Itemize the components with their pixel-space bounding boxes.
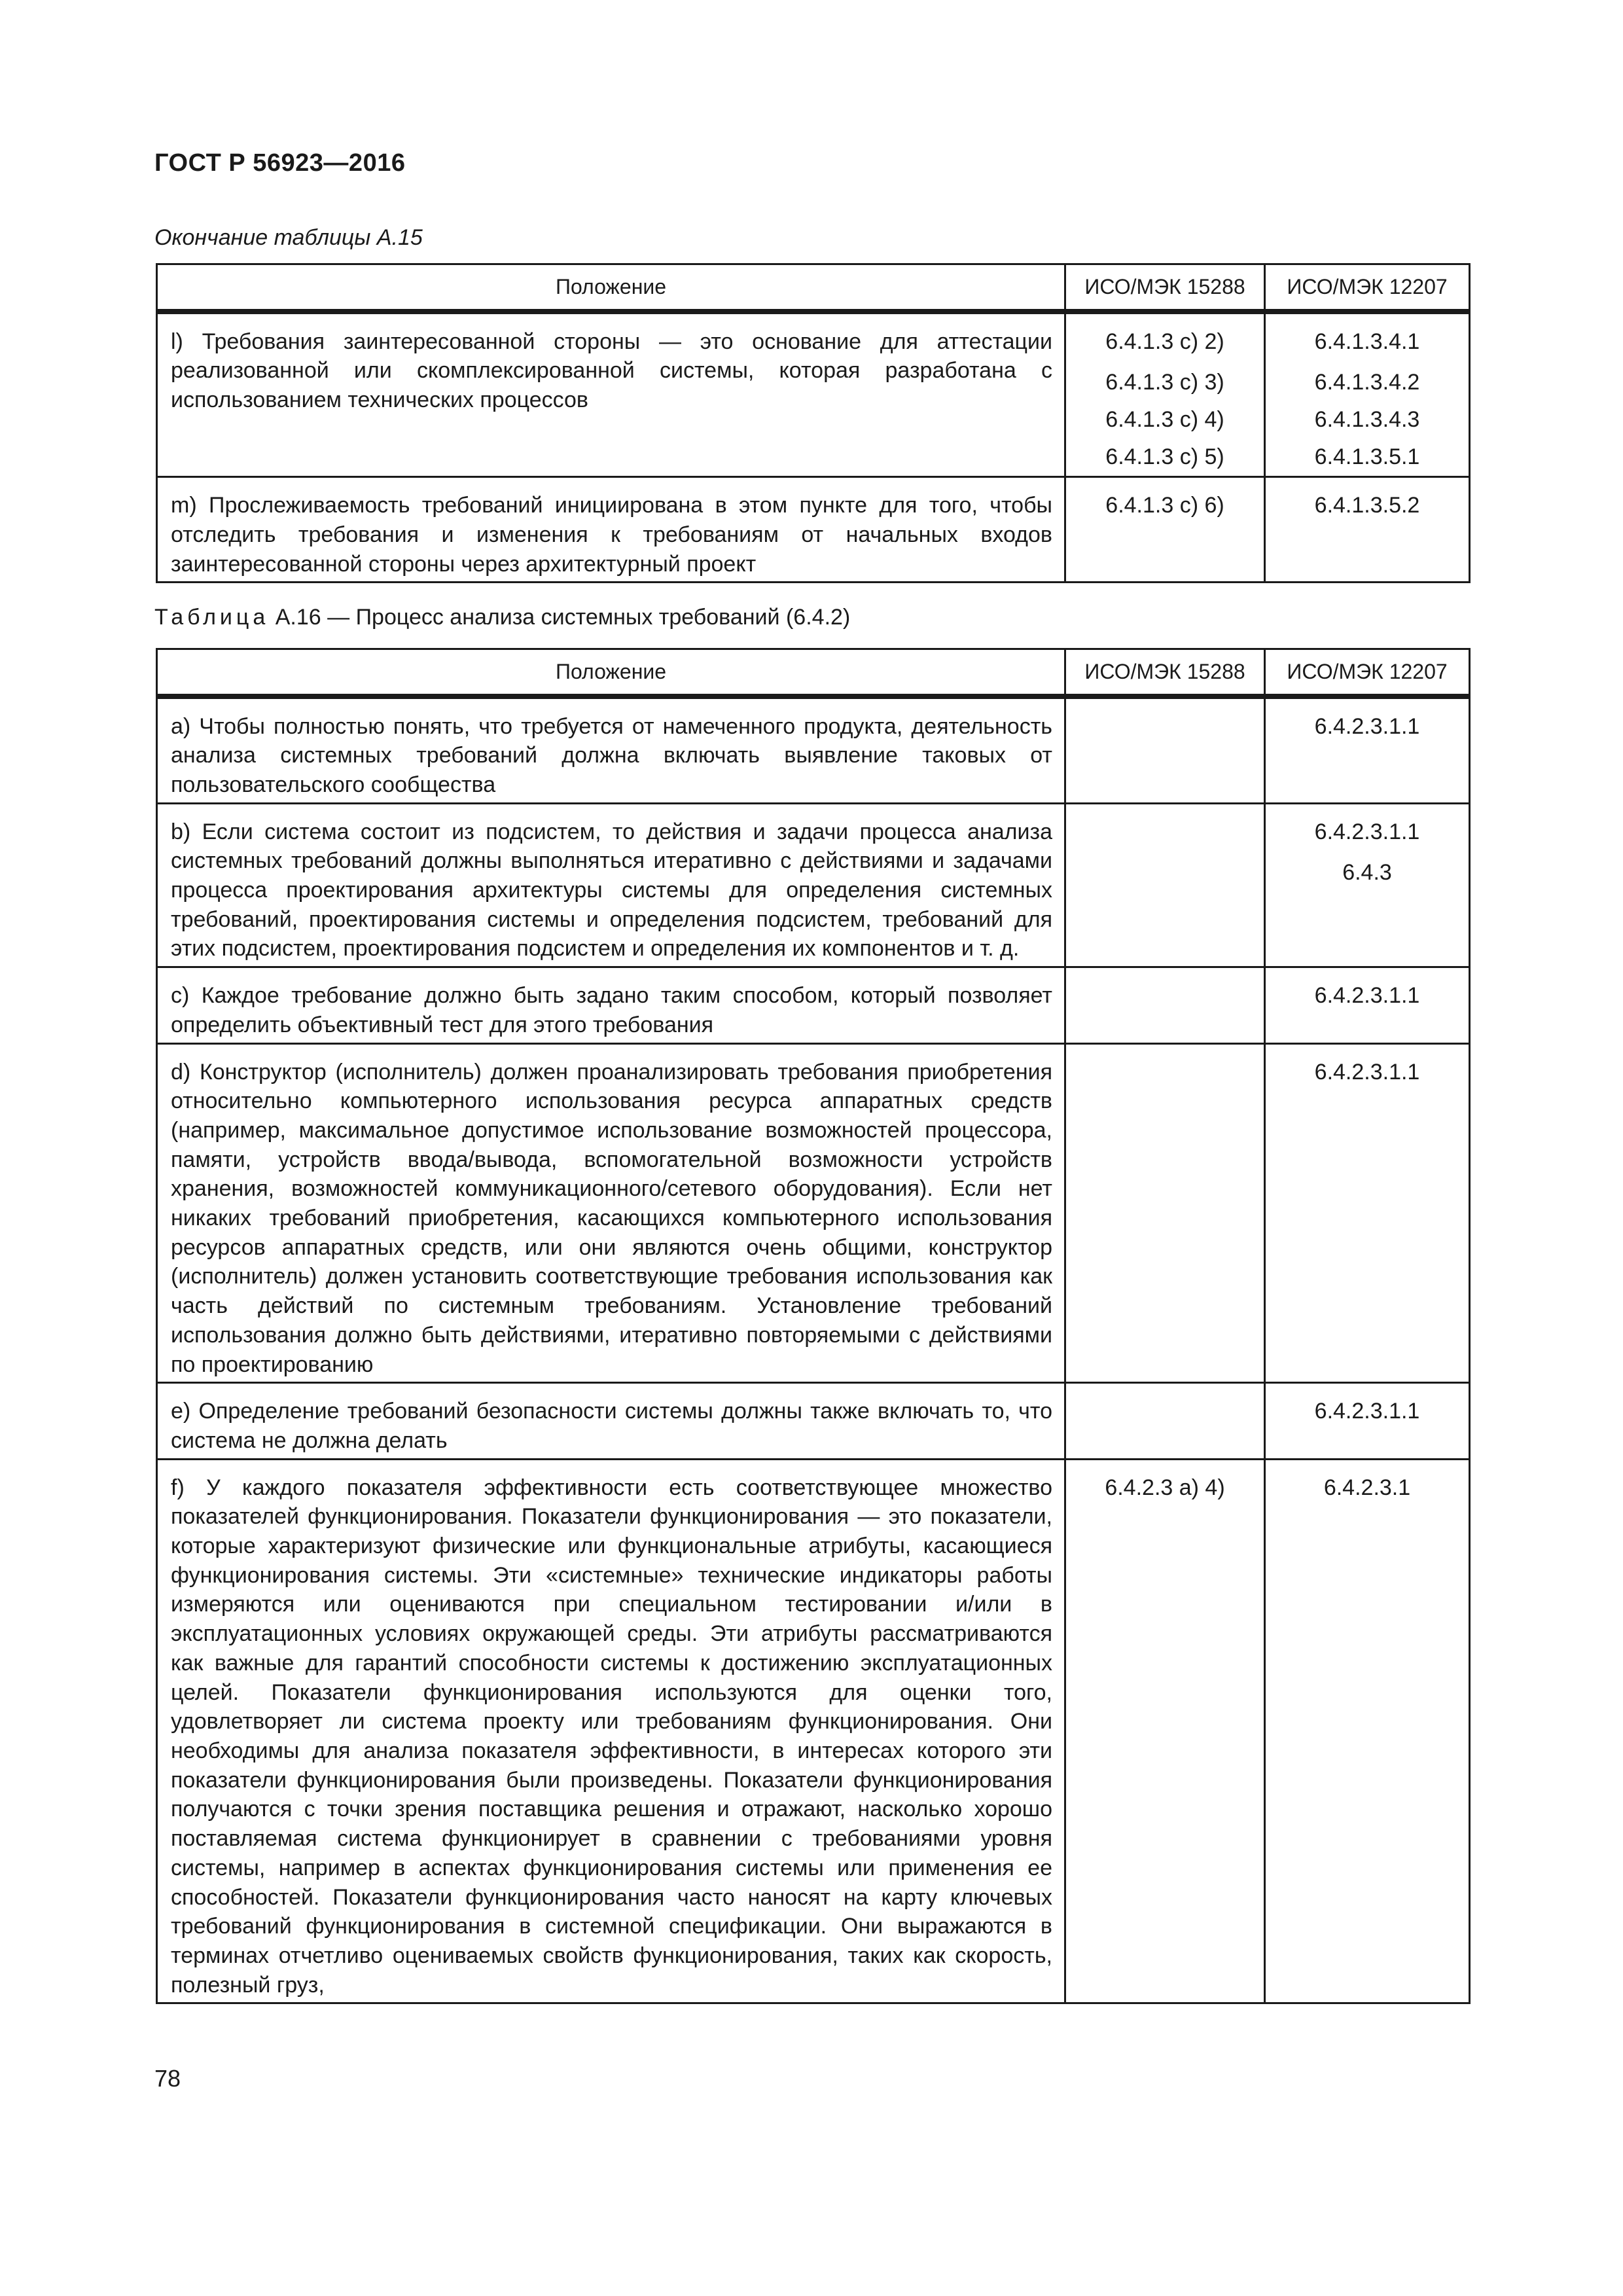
table-a16 bbox=[156, 648, 1471, 2004]
clause-reference: 6.4.1.3.5.2 bbox=[1314, 493, 1420, 518]
clause-reference: 6.4.2.3.1.1 bbox=[1314, 983, 1420, 1009]
cell-iso15288 bbox=[1065, 1459, 1265, 2003]
document-code: ГОСТ Р 56923—2016 bbox=[154, 149, 406, 177]
column-header-iso12207: ИСО/МЭК 12207 bbox=[1265, 649, 1470, 696]
clause-reference: 6.4.1.3.4.3 bbox=[1314, 407, 1420, 433]
page-number: 78 bbox=[154, 2065, 181, 2092]
table-row bbox=[157, 1459, 1470, 2003]
clause-reference: 6.4.1.3 c) 3) bbox=[1105, 370, 1224, 395]
clause-reference: 6.4.1.3.5.1 bbox=[1314, 444, 1420, 470]
cell-iso12207 bbox=[1265, 1383, 1470, 1459]
cell-iso15288 bbox=[1065, 803, 1265, 967]
cell-iso12207 bbox=[1265, 803, 1470, 967]
table-a16-caption-label: Таблица bbox=[154, 605, 270, 630]
clause-reference: 6.4.1.3 c) 4) bbox=[1105, 407, 1224, 433]
table-header-row bbox=[157, 264, 1470, 312]
clause-reference: 6.4.1.3 c) 5) bbox=[1105, 444, 1224, 470]
clause-reference: 6.4.2.3.1.1 bbox=[1314, 713, 1420, 739]
clause-reference: 6.4.2.3 a) 4) bbox=[1105, 1475, 1225, 1500]
cell-iso12207 bbox=[1265, 696, 1470, 804]
column-header-iso15288: ИСО/МЭК 15288 bbox=[1065, 264, 1265, 312]
table-header-row bbox=[157, 649, 1470, 696]
table-row bbox=[157, 1383, 1470, 1459]
table-a16-caption bbox=[154, 605, 850, 630]
cell-iso12207 bbox=[1265, 967, 1470, 1043]
table-a15 bbox=[156, 263, 1471, 583]
clause-reference: 6.4.1.3.4.1 bbox=[1314, 329, 1420, 354]
clause-reference: 6.4.3 bbox=[1342, 860, 1392, 886]
cell-position-text: c) Каждое требование должно быть задано таким способом, который позволяет определить объективный тест для этого требования bbox=[157, 967, 1065, 1043]
clause-reference: 6.4.2.3.1.1 bbox=[1314, 1399, 1420, 1424]
cell-position-text: f) У каждого показателя эффективности есть соответствующее множество показателей функционирования. Показатели функционирования — это показатели, которые характеризуют физические или функциональные атрибуты, касающиеся функционирования системы. Эти «системные» технические индикаторы работы измеряются или оцениваются при специальном тестировании и/или в эксплуатационных условиях окружающей среды. Эти атрибуты рассматриваются как важные для гарантий способности системы к достижению эксплуатационных целей. Показатели функционирования используются для оценки того, удовлетворяет ли система проекту или требованиям функционирования. Они необходимы для анализа показателя эффективности, в интересах которого эти показатели функционирования были произведены. Показатели функционирования получаются с точки зрения поставщика решения и отражают, насколько хорошо поставляемая система функционирует в сравнении с требованиями уровня системы, например в аспектах функционирования системы или применения ее способностей. Показатели функционирования часто наносят на карту ключевых требований функционирования в системной спецификации. Они выражаются в терминах отчетливо оцениваемых свойств функционирования, таких как скорость, полезный груз, bbox=[157, 1459, 1065, 2003]
cell-iso15288 bbox=[1065, 477, 1265, 583]
clause-reference: 6.4.1.3 c) 2) bbox=[1105, 329, 1224, 354]
table-row bbox=[157, 312, 1470, 477]
table-row bbox=[157, 1043, 1470, 1383]
clause-reference: 6.4.2.3.1 bbox=[1323, 1475, 1411, 1500]
cell-iso12207 bbox=[1265, 1043, 1470, 1383]
table-a15-caption: Окончание таблицы А.15 bbox=[154, 225, 423, 250]
column-header-position: Положение bbox=[157, 264, 1065, 312]
cell-position-text: a) Чтобы полностью понять, что требуется от намеченного продукта, деятельность анализа системных требований должна включать выявление таковых от пользовательского сообщества bbox=[157, 696, 1065, 804]
cell-iso15288 bbox=[1065, 696, 1265, 804]
cell-position-text: e) Определение требований безопасности системы должны также включать то, что система не должна делать bbox=[157, 1383, 1065, 1459]
clause-reference: 6.4.1.3.4.2 bbox=[1314, 370, 1420, 395]
clause-reference: 6.4.1.3 c) 6) bbox=[1105, 493, 1224, 518]
cell-iso15288 bbox=[1065, 312, 1265, 477]
table-a16-caption-title: А.16 — Процесс анализа системных требований (6.4.2) bbox=[269, 605, 851, 630]
cell-iso12207 bbox=[1265, 1459, 1470, 2003]
cell-iso12207 bbox=[1265, 477, 1470, 583]
table-row bbox=[157, 696, 1470, 804]
table-row bbox=[157, 803, 1470, 967]
cell-iso15288 bbox=[1065, 1043, 1265, 1383]
column-header-iso15288: ИСО/МЭК 15288 bbox=[1065, 649, 1265, 696]
table-row bbox=[157, 967, 1470, 1043]
cell-position-text: b) Если система состоит из подсистем, то действия и задачи процесса анализа системных требований должны выполняться итеративно с действиями и задачами процесса проектирования архитектуры системы для определения системных требований, проектирования системы и определения подсистем, требований для этих подсистем, проектирования подсистем и определения их компонентов и т. д. bbox=[157, 803, 1065, 967]
clause-reference: 6.4.2.3.1.1 bbox=[1314, 819, 1420, 844]
cell-position-text: d) Конструктор (исполнитель) должен проанализировать требования приобретения относительно компьютерного использования ресурса аппаратных средств (например, максимальное допустимое использование возможностей процессора, памяти, устройств ввода/вывода, вспомогательной возможности устройств хранения, возможностей коммуникационного/сетевого оборудования). Если нет никаких требований приобретения, касающихся компьютерного использования ресурсов аппаратных средств, или они являются очень общими, конструктор (исполнитель) должен установить соответствующие требования использования как часть действий по системным требованиям. Установление требований использования должно быть действиями, итеративно повторяемыми с действиями по проектированию bbox=[157, 1043, 1065, 1383]
column-header-iso12207: ИСО/МЭК 12207 bbox=[1265, 264, 1470, 312]
column-header-position: Положение bbox=[157, 649, 1065, 696]
clause-reference: 6.4.2.3.1.1 bbox=[1314, 1059, 1420, 1085]
cell-position-text: m) Прослеживаемость требований инициирована в этом пункте для того, чтобы отследить требования и изменения к требованиям от начальных входов заинтересованной стороны через архитектурный проект bbox=[157, 477, 1065, 583]
cell-position-text: l) Требования заинтересованной стороны — это основание для аттестации реализованной или скомплексированной системы, которая разработана с использованием технических процессов bbox=[157, 312, 1065, 477]
cell-iso15288 bbox=[1065, 1383, 1265, 1459]
cell-iso12207 bbox=[1265, 312, 1470, 477]
cell-iso15288 bbox=[1065, 967, 1265, 1043]
table-row bbox=[157, 477, 1470, 583]
